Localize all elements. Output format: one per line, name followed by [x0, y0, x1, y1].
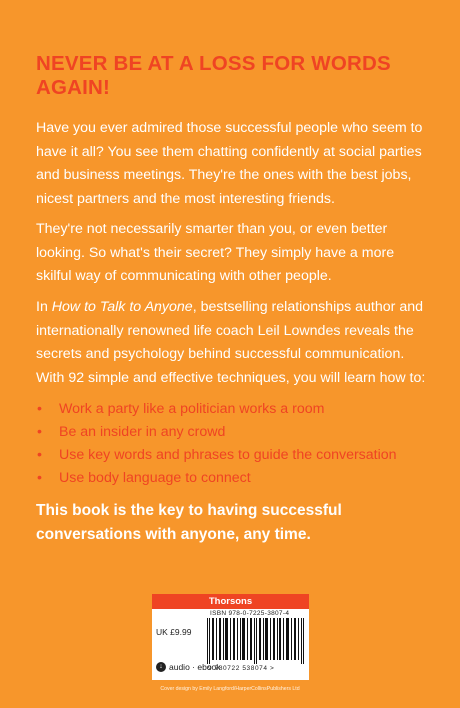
bullet-icon: • [37, 401, 42, 417]
bullet-icon: • [37, 447, 42, 463]
paragraph-intro: Have you ever admired those successful people who seem to have it all? You see them chatting confidently at social parties and business meetings. They're the ones with the best jobs, nicest partners and the most interesting friends. [36, 120, 423, 207]
audio-ebook-text: audio · ebook [169, 662, 221, 672]
barcode-icon [207, 618, 305, 664]
book-title: How to Talk to Anyone [51, 299, 193, 315]
list-item-text: Work a party like a politician works a room [59, 401, 325, 417]
list-item [36, 421, 436, 444]
list-item [36, 467, 436, 490]
barcode-digits: 9 780722 538074 > [208, 665, 275, 672]
publisher-name: Thorsons [152, 594, 309, 609]
list-item [36, 398, 436, 421]
list-item [36, 444, 436, 467]
list-item-text: Be an insider in any crowd [59, 424, 226, 440]
bullet-icon: • [37, 470, 42, 486]
price-label: UK £9.99 [156, 627, 192, 637]
isbn-label: ISBN 978-0-7225-3807-4 [210, 610, 290, 617]
barcode-box [152, 594, 309, 680]
technique-list [36, 398, 436, 490]
headline: NEVER BE AT A LOSS FOR WORDS AGAIN! [36, 52, 391, 99]
cover-credit: Cover design by Emily Langford/HarperCollinsPublishers Ltd [160, 686, 300, 692]
download-icon: ↓ [156, 662, 166, 672]
closing-statement: This book is the key to having successful conversations with anyone, any time. [36, 502, 342, 543]
paragraph-secret: They're not necessarily smarter than you, or even better looking. So what's their secret? They simply have a more skilful way of communicating with other people. [36, 221, 395, 284]
audio-ebook-label [156, 662, 221, 672]
description-rest: , bestselling relationships author and internationally renowned life coach Leil Lowndes reveals the secrets and psychology behind successful communication. With 92 simple and effective techniques, you will learn how to: [36, 299, 426, 386]
description-prefix: In [36, 299, 52, 315]
bullet-icon: • [37, 424, 42, 440]
list-item-text: Use key words and phrases to guide the conversation [59, 447, 397, 463]
list-item-text: Use body language to connect [59, 470, 251, 486]
paragraph-description [36, 296, 428, 390]
